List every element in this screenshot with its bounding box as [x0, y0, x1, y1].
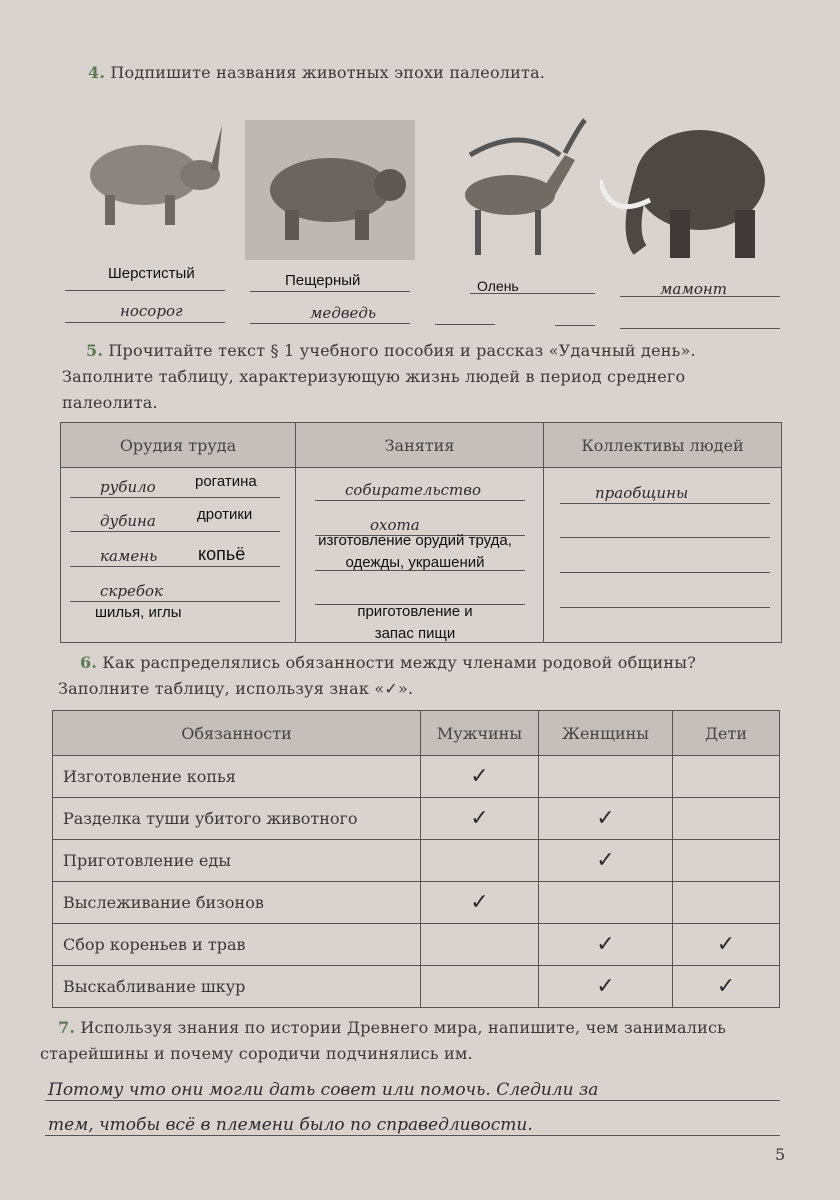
men-check-cell[interactable]: ✓	[421, 882, 539, 924]
table-row	[53, 924, 780, 966]
activity-typed-1: изготовление орудий труда, одежды, украшений	[318, 532, 512, 571]
tool-typed-4: шилья, иглы	[95, 604, 182, 621]
task4-title: 4. Подпишите названия животных эпохи палеолита.	[88, 63, 546, 82]
women-check-cell[interactable]: ✓	[539, 798, 673, 840]
tool-hand-2: дубина	[100, 512, 156, 530]
kids-check-cell[interactable]: ✓	[673, 966, 780, 1008]
header-kids: Дети	[673, 711, 780, 756]
deer-image	[450, 115, 590, 265]
activity-hand-2: охота	[370, 516, 420, 534]
men-check-cell[interactable]: ✓	[421, 756, 539, 798]
duty-cell: Выслеживание бизонов	[53, 882, 421, 924]
tool-hand-4: скребок	[100, 582, 163, 600]
header-tools: Орудия труда	[61, 423, 296, 468]
table-row	[53, 882, 780, 924]
kids-check-cell[interactable]	[673, 756, 780, 798]
cave-bear-image	[245, 120, 415, 260]
duty-cell: Изготовление копья	[53, 756, 421, 798]
kids-check-cell[interactable]	[673, 798, 780, 840]
men-check-cell[interactable]: ✓	[421, 798, 539, 840]
table-row	[53, 840, 780, 882]
animal-handwriting-4: мамонт	[660, 280, 727, 298]
header-women: Женщины	[539, 711, 673, 756]
duty-cell: Разделка туши убитого животного	[53, 798, 421, 840]
animal-label-1: Шерстистый	[108, 265, 195, 282]
kids-check-cell[interactable]: ✓	[673, 924, 780, 966]
task6-title: 6. Как распределялись обязанности между членами родовой общины? Заполните таблицу, используя знак «✓».	[58, 653, 696, 698]
table-row	[53, 756, 780, 798]
activity-typed-2: приготовление и запас пищи	[357, 603, 473, 642]
women-check-cell[interactable]: ✓	[539, 966, 673, 1008]
task5-title: 5. Прочитайте текст § 1 учебного пособия и рассказ «Удачный день». Заполните таблицу, характеризующую жизнь людей в период среднего палеолита.	[62, 341, 696, 412]
task7-answer-line-1: Потому что они могли дать совет или помочь. Следили за	[48, 1080, 599, 1100]
activity-hand-1: собирательство	[345, 481, 481, 499]
header-activities: Занятия	[296, 423, 544, 468]
page-number: 5	[775, 1145, 786, 1164]
duty-cell: Выскабливание шкур	[53, 966, 421, 1008]
animal-label-3: Олень	[477, 278, 519, 294]
tool-typed-2: дротики	[197, 506, 253, 523]
duty-cell: Приготовление еды	[53, 840, 421, 882]
header-men: Мужчины	[421, 711, 539, 756]
table-row	[53, 798, 780, 840]
collective-hand-1: праобщины	[595, 484, 689, 502]
women-check-cell[interactable]: ✓	[539, 924, 673, 966]
men-check-cell[interactable]	[421, 924, 539, 966]
tool-typed-3: копьё	[198, 544, 246, 564]
mammoth-image	[600, 110, 775, 265]
table-row	[53, 966, 780, 1008]
header-duties: Обязанности	[53, 711, 421, 756]
rhinoceros-image	[70, 115, 230, 235]
animal-handwriting-1: носорог	[120, 302, 183, 320]
header-collectives: Коллективы людей	[544, 423, 782, 468]
tool-typed-1: рогатина	[195, 473, 257, 490]
tool-hand-1: рубило	[100, 478, 156, 496]
animal-handwriting-2: медведь	[310, 304, 377, 322]
tool-hand-3: камень	[100, 547, 158, 565]
women-check-cell[interactable]	[539, 882, 673, 924]
animal-label-2: Пещерный	[285, 272, 361, 289]
men-check-cell[interactable]	[421, 966, 539, 1008]
task6-table	[52, 710, 780, 1008]
men-check-cell[interactable]	[421, 840, 539, 882]
duty-cell: Сбор кореньев и трав	[53, 924, 421, 966]
women-check-cell[interactable]: ✓	[539, 840, 673, 882]
task7-answer-line-2: тем, чтобы всё в племени было по справедливости.	[48, 1115, 533, 1135]
women-check-cell[interactable]	[539, 756, 673, 798]
kids-check-cell[interactable]	[673, 882, 780, 924]
kids-check-cell[interactable]	[673, 840, 780, 882]
task7-title: 7. Используя знания по истории Древнего мира, напишите, чем занимались старейшины и почему сородичи подчинялись им.	[40, 1018, 727, 1063]
